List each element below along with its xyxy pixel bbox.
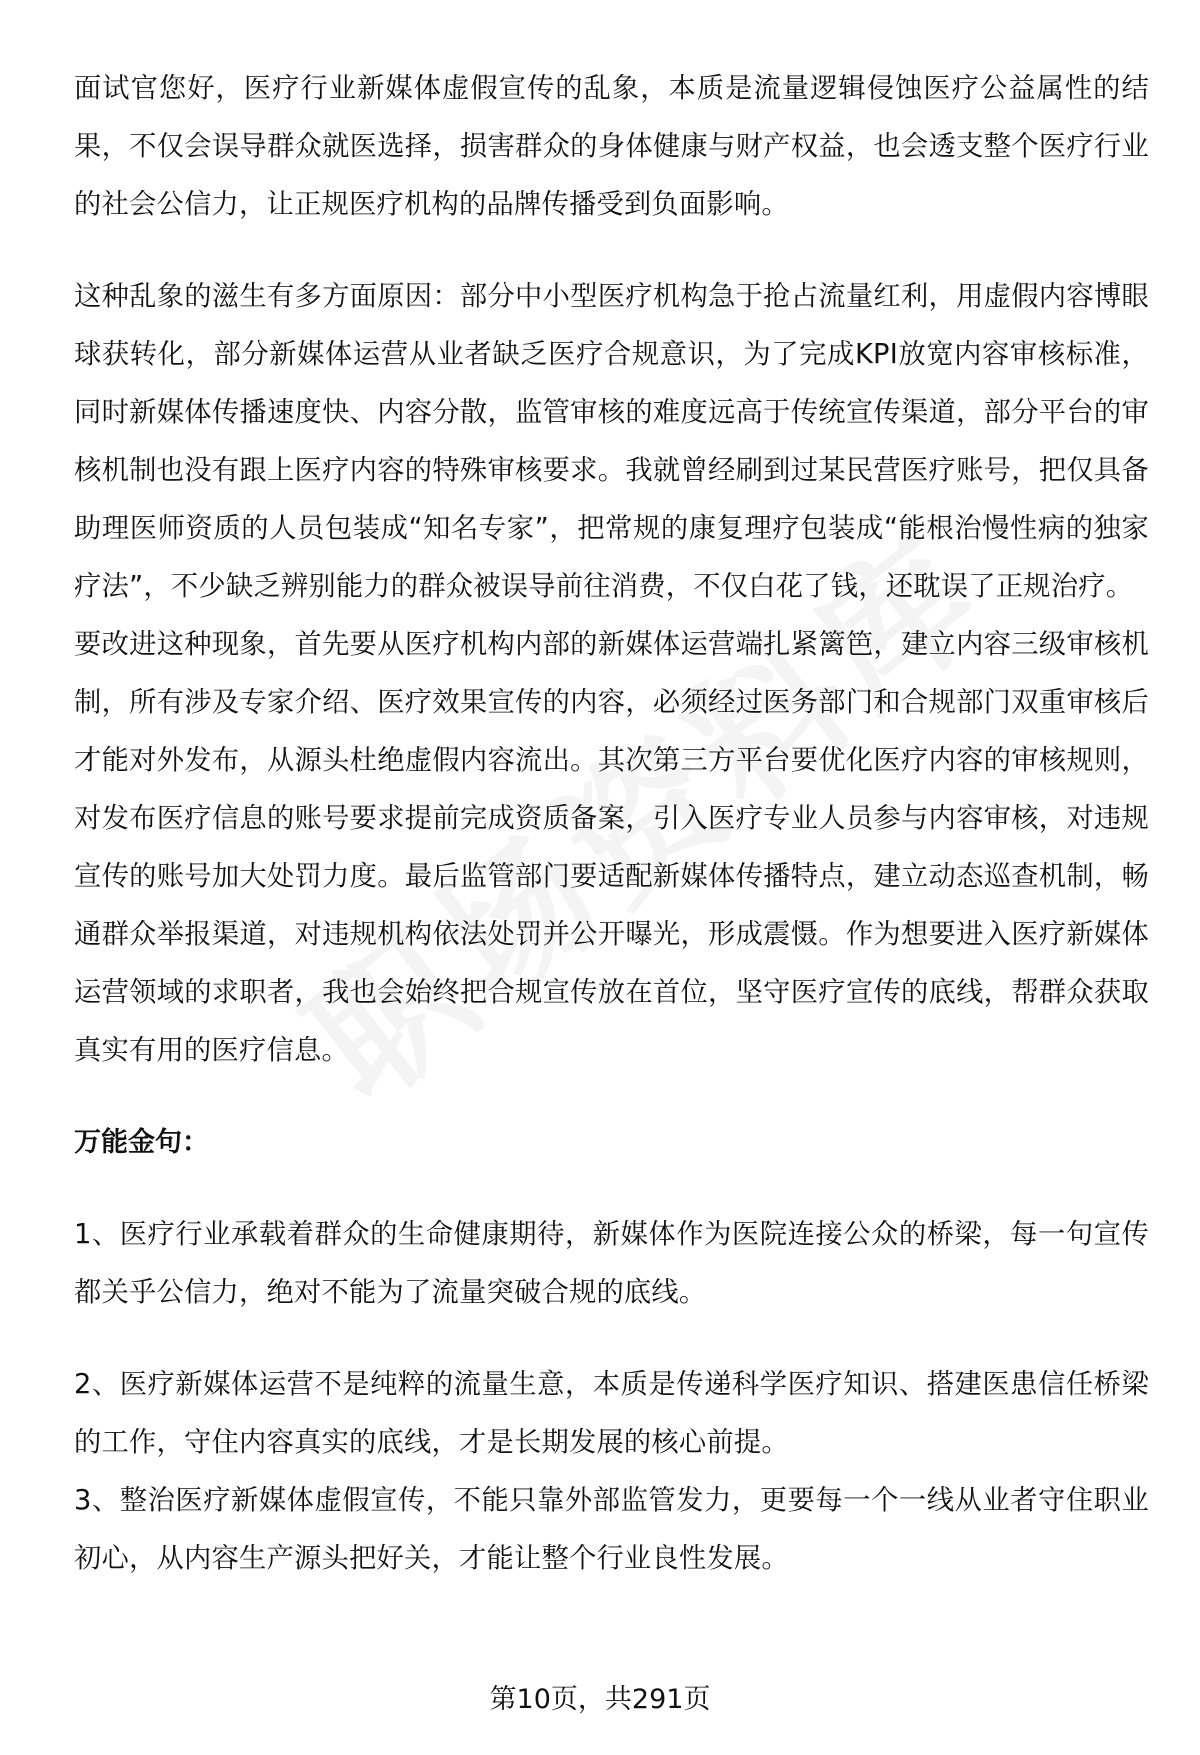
paragraph-spacer [74,1080,1149,1114]
paragraph-spacer [74,1322,1149,1356]
golden-quotes-heading: 万能金句： [74,1127,209,1158]
answer-paragraph-intro: 面试官您好，医疗行业新媒体虚假宣传的乱象，本质是流量逻辑侵蚀医疗公益属性的结果，不仅会误导群众就医选择，损害群众的身体健康与财产权益，也会透支整个医疗行业的社会公信力，让正规医疗机构的品牌传播受到负面影响。 [74,73,1149,220]
answer-paragraph-solutions: 要改进这种现象，首先要从医疗机构内部的新媒体运营端扎紧篱笆，建立内容三级审核机制，所有涉及专家介绍、医疗效果宣传的内容，必须经过医务部门和合规部门双重审核后才能对外发布，从源头杜绝虚假内容流出。其次第三方平台要优化医疗内容的审核规则，对发布医疗信息的账号要求提前完成资质备案，引入医疗专业人员参与内容审核，对违规宣传的账号加大处罚力度。最后监管部门要适配新媒体传播特点，建立动态巡查机制，畅通群众举报渠道，对违规机构依法处罚并公开曝光，形成震慑。作为想要进入医疗新媒体运营领域的求职者，我也会始终把合规宣传放在首位，坚守医疗宣传的底线，帮群众获取真实有用的医疗信息。 [74,629,1149,1066]
golden-quote-item: 2、医疗新媒体运营不是纯粹的流量生意，本质是传递科学医疗知识、搭建医患信任桥梁的工作，守住内容真实的底线，才是长期发展的核心前提。 [74,1369,1149,1458]
golden-quote-item: 3、整治医疗新媒体虚假宣传，不能只靠外部监管发力，更要每一个一线从业者守住职业初心，从内容生产源头把好关，才能让整个行业良性发展。 [74,1485,1149,1574]
answer-paragraph-causes: 这种乱象的滋生有多方面原因：部分中小型医疗机构急于抢占流量红利，用虚假内容博眼球获转化，部分新媒体运营从业者缺乏医疗合规意识，为了完成KPI放宽内容审核标准，同时新媒体传播速度快、内容分散，监管审核的难度远高于传统宣传渠道，部分平台的审核机制也没有跟上医疗内容的特殊审核要求。我就曾经刷到过某民营医疗账号，把仅具备助理医师资质的人员包装成“知名专家”，把常规的康复理疗包装成“能根治慢性病的独家疗法”，不少缺乏辨别能力的群众被误导前往消费，不仅白花了钱，还耽误了正规治疗。 [74,281,1149,602]
page-number: 第10页，共291页 [489,1684,711,1715]
paragraph-spacer [74,234,1149,268]
document-body [74,60,1149,1588]
paragraph-spacer [74,1172,1149,1206]
golden-quote-item: 1、医疗行业承载着群众的生命健康期待，新媒体作为医院连接公众的桥梁，每一句宣传都关乎公信力，绝对不能为了流量突破合规的底线。 [74,1219,1149,1308]
